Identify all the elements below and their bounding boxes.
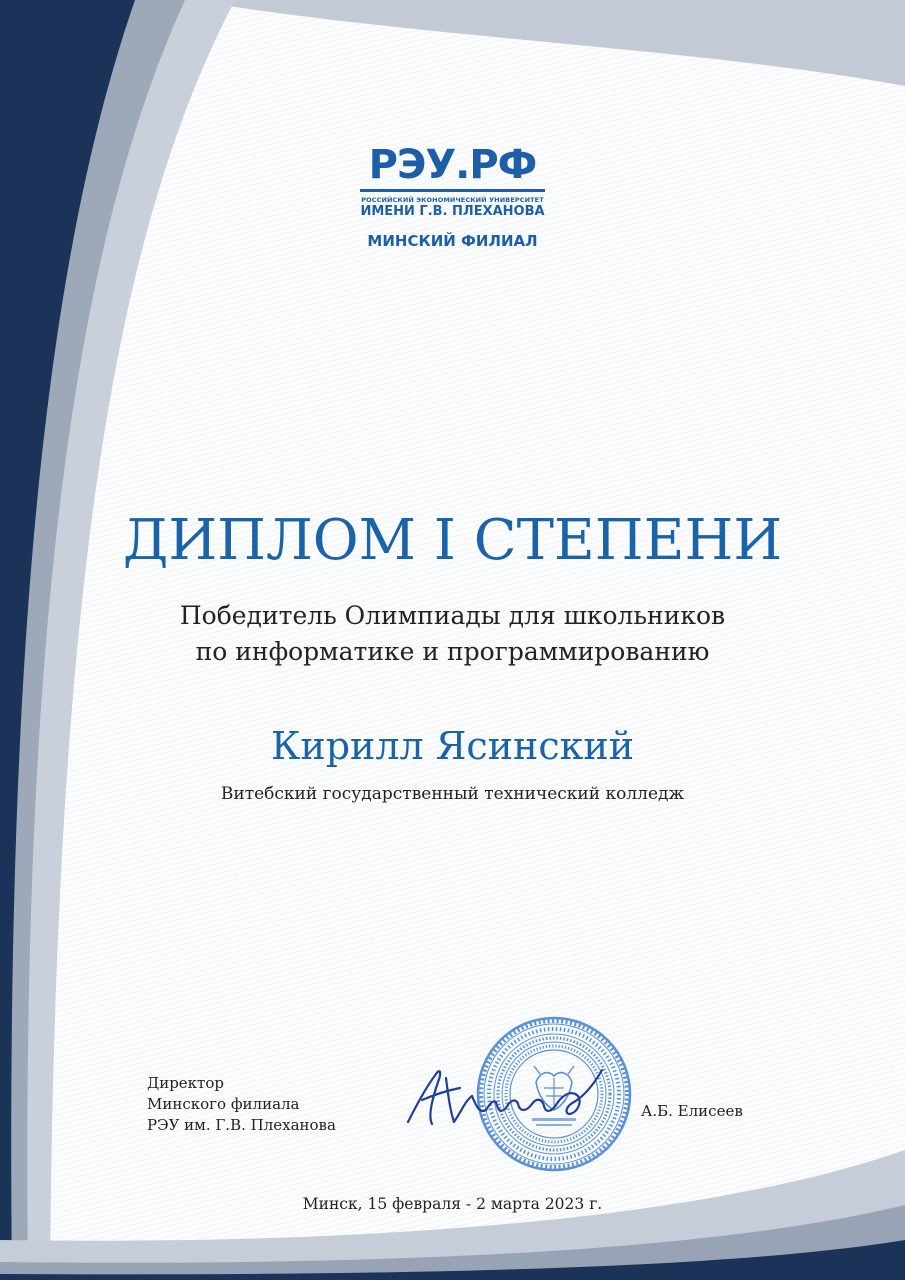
logo-block [360,144,544,250]
logo-branch-label: МИНСКИЙ ФИЛИАЛ [367,232,538,250]
logo-name-line: ИМЕНИ Г.В. ПЛЕХАНОВА [360,204,545,219]
signer-name: А.Б. Елисеев [641,1102,743,1120]
diploma-title: ДИПЛОМ I СТЕПЕНИ [122,508,783,573]
place-and-date: Минск, 15 февраля - 2 марта 2023 г. [302,1195,603,1213]
signer-position-line-3: РЭУ им. Г.В. Плеханова [147,1116,336,1134]
logo-university-line: РОССИЙСКИЙ ЭКОНОМИЧЕСКИЙ УНИВЕРСИТЕТ [361,196,544,204]
recipient-school: Витебский государственный технический колледж [220,784,685,804]
signer-position-line-2: Минского филиала [147,1095,300,1113]
subtitle-line-1: Победитель Олимпиады для школьников [179,601,726,630]
logo-wordmark: РЭУ.РФ [360,144,544,192]
subtitle-line-2: по информатике и программированию [195,637,710,666]
diploma-subtitle [0,598,905,670]
signer-position [147,1073,407,1136]
signer-position-line-1: Директор [147,1074,224,1092]
recipient-name: Кирилл Ясинский [270,724,635,768]
handwritten-signature [402,1060,612,1136]
university-logo [0,144,905,251]
